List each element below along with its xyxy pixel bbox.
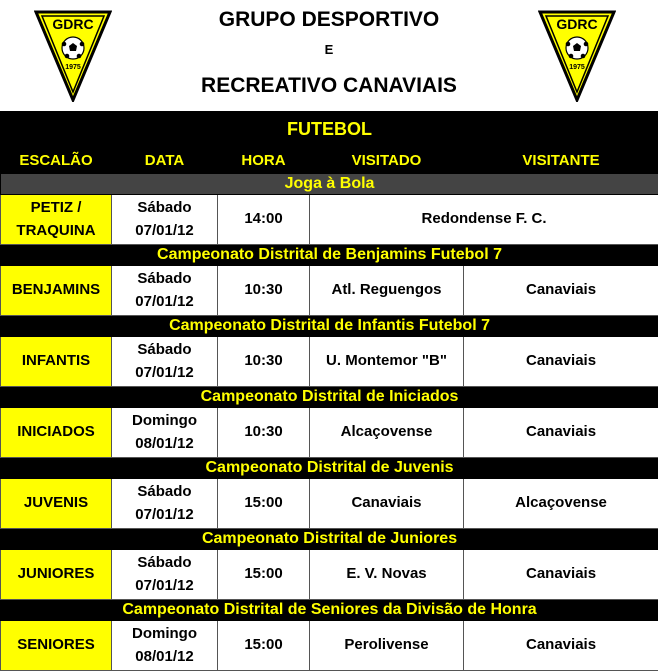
- club-name-line1: GRUPO DESPORTIVO: [0, 8, 658, 32]
- date-cell: [112, 337, 218, 387]
- away-team-cell: Alcaçovense: [464, 479, 658, 529]
- away-team-cell: Canaviais: [464, 408, 658, 458]
- escalao-cell: INICIADOS: [1, 408, 112, 458]
- date-cell: [112, 479, 218, 529]
- match-row: [1, 266, 658, 316]
- sport-title-row: [1, 112, 658, 148]
- match-day: Sábado: [137, 270, 191, 287]
- competition-title: Campeonato Distrital de Juniores: [1, 529, 658, 550]
- competition-title: Campeonato Distrital de Juvenis: [1, 458, 658, 479]
- match-day: Sábado: [137, 341, 191, 358]
- match-date: 07/01/12: [135, 364, 193, 381]
- column-header-data: DATA: [112, 148, 218, 174]
- competition-title: Campeonato Distrital de Benjamins Futebol 7: [1, 245, 658, 266]
- home-team-cell: U. Montemor "B": [310, 337, 464, 387]
- competition-header-row: [1, 600, 658, 621]
- sport-title: FUTEBOL: [1, 112, 658, 148]
- match-date: 08/01/12: [135, 435, 193, 452]
- column-header-visitante: VISITANTE: [464, 148, 658, 174]
- match-day: Sábado: [137, 483, 191, 500]
- match-day: Domingo: [132, 412, 197, 429]
- away-team-cell: Canaviais: [464, 337, 658, 387]
- competition-title: Campeonato Distrital de Infantis Futebol 7: [1, 316, 658, 337]
- match-row: [1, 479, 658, 529]
- column-header-row: [1, 148, 658, 174]
- date-cell: [112, 266, 218, 316]
- competition-title: Campeonato Distrital de Seniores da Divisão de Honra: [1, 600, 658, 621]
- crest-year: 1975: [65, 64, 81, 71]
- home-team-cell: Redondense F. C.: [310, 195, 658, 245]
- escalao-cell: SENIORES: [1, 621, 112, 671]
- time-cell: 15:00: [218, 479, 310, 529]
- column-header-hora: HORA: [218, 148, 310, 174]
- fixtures-table: [0, 111, 658, 671]
- time-cell: 14:00: [218, 195, 310, 245]
- home-team-cell: E. V. Novas: [310, 550, 464, 600]
- match-day: Sábado: [137, 199, 191, 216]
- crest-year: 1975: [569, 64, 585, 71]
- competition-header-row: [1, 458, 658, 479]
- home-team-cell: Canaviais: [310, 479, 464, 529]
- time-cell: 15:00: [218, 550, 310, 600]
- match-row: [1, 550, 658, 600]
- match-date: 08/01/12: [135, 648, 193, 665]
- competition-header-row: [1, 529, 658, 550]
- match-date: 07/01/12: [135, 506, 193, 523]
- time-cell: 10:30: [218, 337, 310, 387]
- competition-title: Joga à Bola: [1, 174, 658, 195]
- club-name-line2: E: [0, 42, 658, 57]
- escalao-cell: JUVENIS: [1, 479, 112, 529]
- match-day: Domingo: [132, 625, 197, 642]
- escalao-cell: [1, 195, 112, 245]
- date-cell: [112, 195, 218, 245]
- match-date: 07/01/12: [135, 293, 193, 310]
- match-row: [1, 195, 658, 245]
- competition-title: Campeonato Distrital de Iniciados: [1, 387, 658, 408]
- home-team-cell: Alcaçovense: [310, 408, 464, 458]
- time-cell: 15:00: [218, 621, 310, 671]
- club-crest-icon: [538, 10, 616, 102]
- time-cell: 10:30: [218, 408, 310, 458]
- column-header-visitado: VISITADO: [310, 148, 464, 174]
- header: [0, 0, 658, 110]
- away-team-cell: Canaviais: [464, 550, 658, 600]
- competition-header-row: [1, 387, 658, 408]
- time-cell: 10:30: [218, 266, 310, 316]
- away-team-cell: Canaviais: [464, 266, 658, 316]
- date-cell: [112, 408, 218, 458]
- escalao-cell: INFANTIS: [1, 337, 112, 387]
- competition-header-row: [1, 245, 658, 266]
- crest-text: GDRC: [556, 16, 597, 32]
- home-team-cell: Atl. Reguengos: [310, 266, 464, 316]
- match-day: Sábado: [137, 554, 191, 571]
- match-date: 07/01/12: [135, 577, 193, 594]
- crest-text: GDRC: [52, 16, 93, 32]
- escalao-cell: BENJAMINS: [1, 266, 112, 316]
- match-row: [1, 408, 658, 458]
- club-name-line3: RECREATIVO CANAVIAIS: [0, 74, 658, 98]
- home-team-cell: Perolivense: [310, 621, 464, 671]
- away-team-cell: Canaviais: [464, 621, 658, 671]
- match-row: [1, 337, 658, 387]
- column-header-escalao: ESCALÃO: [1, 148, 112, 174]
- competition-header-row: [1, 174, 658, 195]
- match-row: [1, 621, 658, 671]
- date-cell: [112, 621, 218, 671]
- escalao-label: PETIZ / TRAQUINA: [16, 199, 95, 239]
- date-cell: [112, 550, 218, 600]
- competition-header-row: [1, 316, 658, 337]
- match-date: 07/01/12: [135, 222, 193, 239]
- escalao-cell: JUNIORES: [1, 550, 112, 600]
